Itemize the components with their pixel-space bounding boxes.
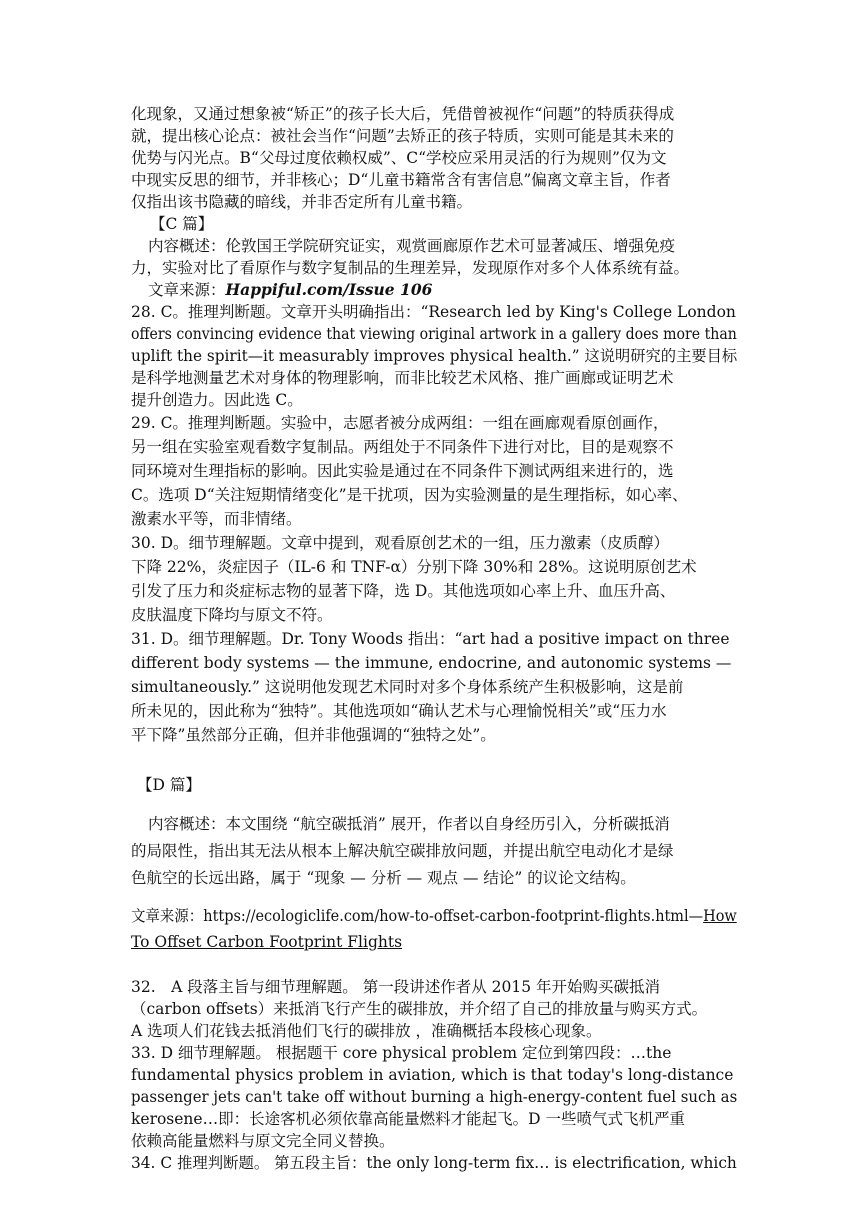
answer-31: 所未见的，因此称为“独特”。其他选项如“确认艺术与心理愉悦相关”或“压力水 (131, 702, 667, 720)
answer-32: A 选项人们花钱去抵消他们飞行的碳排放 ，准确概括本段核心现象。 (131, 1022, 602, 1040)
answer-29: 29. C。推理判断题。实验中，志愿者被分成两组：一组在画廊观看原创画作， (131, 414, 669, 432)
answer-34: 34. C 推理判断题。 第五段主旨：the only long-term fix… is electrification, which (131, 1154, 737, 1172)
answer-31: simultaneously.” 这说明他发现艺术同时对多个身体系统产生积极影响，这是前 (131, 678, 684, 696)
answer-32: （carbon offsets）来抵消飞行产生的碳排放，并介绍了自己的排放量与购买方式。 (131, 1000, 708, 1018)
answer-28: 是科学地测量艺术对身体的物理影响，而非比较艺术风格、推广画廊或证明艺术 (131, 369, 674, 387)
source-url: https://ecologiclife.com/how-to-offset-carbon-footprint-flights.html— (203, 907, 704, 925)
answer-33: passenger jets can't take off without burning a high-energy-content fuel such as (131, 1088, 738, 1106)
source-value: Happiful.com/Issue 106 (225, 280, 433, 299)
answer-33: 33. D 细节理解题。 根据题干 core physical problem 定位到第四段：…the (131, 1044, 672, 1062)
source-title-link[interactable]: To Offset Carbon Footprint Flights (131, 933, 403, 951)
answer-28: 提升创造力。因此选 C。 (131, 391, 303, 409)
section-c-heading: 【C 篇】 (150, 215, 214, 233)
section-c-summary: 内容概述：伦敦国王学院研究证实，观赏画廊原作艺术可显著减压、增强免疫 (148, 237, 676, 255)
source-title-link[interactable]: How (703, 907, 737, 925)
section-d-source (131, 905, 737, 927)
source-label: 文章来源： (131, 907, 204, 925)
text-line: 就，提出核心论点：被社会当作“问题”去矫正的孩子特质，实则可能是其未来的 (131, 127, 674, 145)
answer-28: 28. C。推理判断题。文章开头明确指出：“Research led by King's College London (131, 303, 736, 321)
answer-29: 另一组在实验室观看数字复制品。两组处于不同条件下进行对比，目的是观察不 (131, 438, 674, 456)
answer-30: 下降 22%，炎症因子（IL-6 和 TNF-α）分别下降 30%和 28%。这说明原创艺术 (131, 558, 697, 576)
answer-28: uplift the spirit—it measurably improves physical health.” 这说明研究的主要目标 (131, 347, 738, 365)
section-d-summary: 内容概述：本文围绕 “航空碳抵消” 展开，作者以自身经历引入，分析碳抵消 (148, 815, 670, 833)
section-c-summary: 力，实验对比了看原作与数字复制品的生理差异，发现原作对多个人体系统有益。 (131, 259, 690, 277)
section-d-summary: 的局限性，指出其无法从根本上解决航空碳排放问题，并提出航空电动化才是绿 (131, 842, 674, 860)
answer-31: 31. D。细节理解题。Dr. Tony Woods 指出：“art had a positive impact on three (131, 630, 730, 648)
answer-28: offers convincing evidence that viewing original artwork in a gallery does more than (131, 325, 737, 343)
source-label: 文章来源： (148, 281, 226, 299)
section-d-summary: 色航空的长远出路，属于 “现象 — 分析 — 观点 — 结论” 的议论文结构。 (131, 869, 636, 887)
answer-33: kerosene…即：长途客机必须依靠高能量燃料才能起飞。D 一些喷气式飞机严重 (131, 1110, 685, 1128)
answer-33: 依赖高能量燃料与原文完全同义替换。 (131, 1132, 395, 1150)
text-line: 化现象，又通过想象被“矫正”的孩子长大后，凭借曾被视作“问题”的特质获得成 (131, 105, 675, 123)
text-line: 中现实反思的细节，并非核心；D“儿童书籍常含有害信息”偏离文章主旨，作者 (131, 171, 671, 189)
text-line: 优势与闪光点。B“父母过度依赖权威”、C“学校应采用灵活的行为规则”仅为文 (131, 149, 667, 167)
answer-32: 32. A 段落主旨与细节理解题。 第一段讲述作者从 2015 年开始购买碳抵消 (131, 978, 661, 996)
answer-31: 平下降”虽然部分正确，但并非他强调的“独特之处”。 (131, 726, 496, 744)
answer-29: C。选项 D“关注短期情绪变化”是干扰项，因为实验测量的是生理指标，如心率、 (131, 486, 688, 504)
answer-29: 激素水平等，而非情绪。 (131, 510, 302, 528)
answer-31: different body systems — the immune, endocrine, and autonomic systems — (131, 654, 732, 672)
answer-30: 引发了压力和炎症标志物的显著下降，选 D。其他选项如心率上升、血压升高、 (131, 582, 676, 600)
section-d-heading: 【D 篇】 (137, 776, 201, 794)
answer-29: 同环境对生理指标的影响。因此实验是通过在不同条件下测试两组来进行的，选 (131, 462, 674, 480)
answer-30: 30. D。细节理解题。文章中提到，观看原创艺术的一组，压力激素（皮质醇） (131, 534, 670, 552)
section-c-source (148, 279, 737, 301)
text-line: 仅指出该书隐藏的暗线，并非否定所有儿童书籍。 (131, 193, 473, 211)
answer-33: fundamental physics problem in aviation, which is that today's long-distance (131, 1066, 734, 1084)
source-title-line (131, 931, 737, 953)
answer-30: 皮肤温度下降均与原文不符。 (131, 606, 333, 624)
